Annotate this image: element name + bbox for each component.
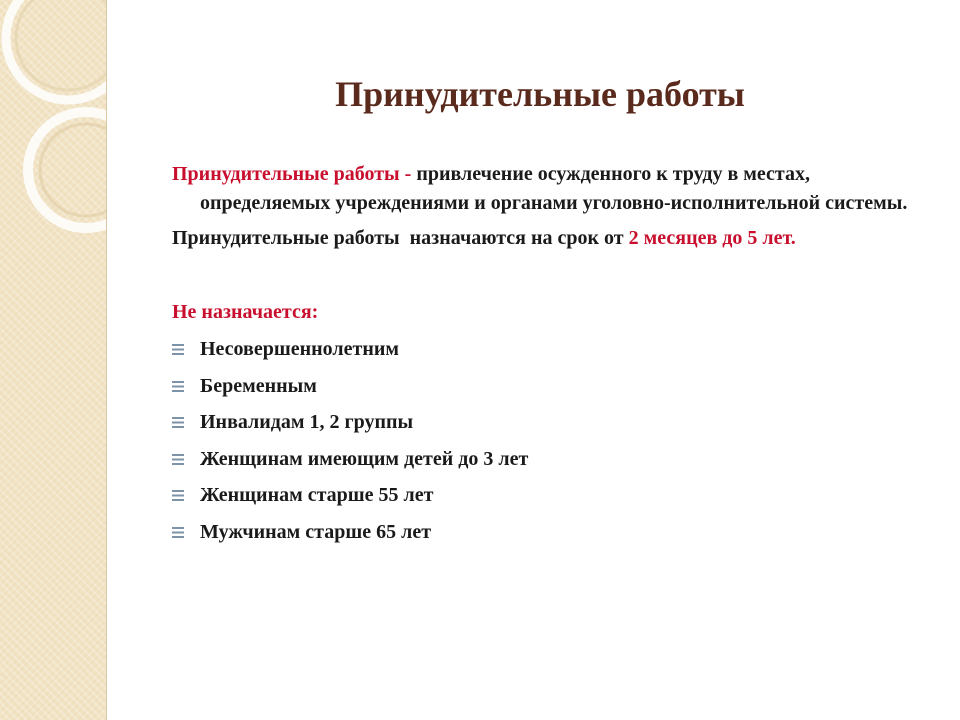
list-bullet-icon xyxy=(172,527,184,538)
term-prefix: Принудительные работы назначаются на срок от xyxy=(172,227,629,249)
side-band xyxy=(0,0,107,720)
list-bullet-icon xyxy=(172,344,184,355)
definition-term: Принудительные работы - xyxy=(172,163,412,185)
decorative-rings-icon xyxy=(0,0,106,260)
term-paragraph xyxy=(172,224,932,253)
list-item xyxy=(172,441,932,478)
definition-paragraph xyxy=(172,160,932,218)
exclusions-heading: Не назначается: xyxy=(172,301,319,323)
list-item-label: Женщинам имеющим детей до 3 лет xyxy=(200,447,529,470)
slide-content xyxy=(172,160,932,550)
list-bullet-icon xyxy=(172,454,184,465)
list-bullet-icon xyxy=(172,417,184,428)
list-item-label: Беременным xyxy=(200,374,317,397)
term-highlight: 2 месяцев до 5 лет. xyxy=(628,227,796,249)
list-item-label: Несовершеннолетним xyxy=(200,338,399,360)
definition-text: привлечение осужденного к труду в местах, определяемых учреждениями и органами уголовно-исполнительной системы. xyxy=(200,163,908,214)
list-item xyxy=(172,368,932,405)
list-item-label: Инвалидам 1, 2 группы xyxy=(200,411,414,433)
exclusions-list xyxy=(172,331,932,550)
list-item xyxy=(172,404,932,441)
list-bullet-icon xyxy=(172,490,184,501)
list-item xyxy=(172,477,932,514)
list-item xyxy=(172,514,932,551)
list-item xyxy=(172,331,932,368)
list-item-label: Женщинам старше 55 лет xyxy=(200,484,434,506)
list-bullet-icon xyxy=(172,381,184,392)
slide-title: Принудительные работы xyxy=(335,74,745,114)
list-item-label: Мужчинам старше 65 лет xyxy=(200,520,432,543)
